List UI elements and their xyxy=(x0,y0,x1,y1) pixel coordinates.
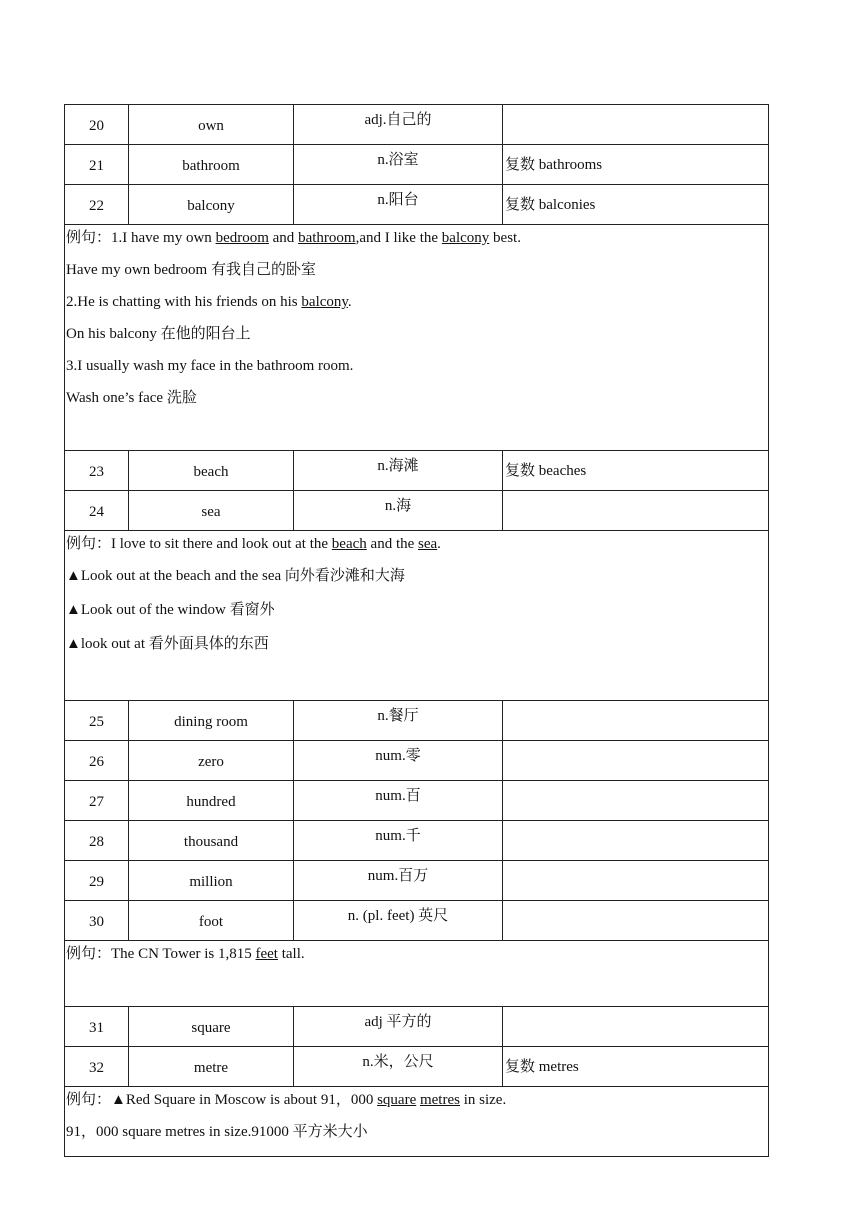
word-number: 32 xyxy=(65,1047,129,1087)
word-number: 25 xyxy=(65,701,129,741)
example-phrase: ▲Look out of the window 看窗外 xyxy=(66,602,275,618)
example-sentence xyxy=(66,531,768,563)
word-note xyxy=(503,491,769,531)
table-row xyxy=(65,105,769,145)
word: beach xyxy=(129,451,294,491)
example-sentence: 3.I usually wash my face in the bathroom room. xyxy=(66,358,354,374)
sentence-text: 例句：1.I have my own xyxy=(66,230,216,246)
sentence-text: best. xyxy=(489,230,521,246)
example-phrase: ▲Look out at the beach and the sea 向外看沙滩和大海 xyxy=(66,568,405,584)
table-row xyxy=(65,185,769,225)
word-note xyxy=(503,781,769,821)
table-row xyxy=(65,821,769,861)
example-block xyxy=(65,531,769,701)
underlined-word: beach xyxy=(331,536,367,552)
example-sentence xyxy=(66,225,768,257)
sentence-text: . xyxy=(347,294,352,310)
example-sentence xyxy=(66,1087,768,1119)
word: million xyxy=(129,861,294,901)
table-row xyxy=(65,145,769,185)
word: zero xyxy=(129,741,294,781)
underlined-word: bathroom xyxy=(298,230,356,246)
definition: n.海滩 xyxy=(294,451,503,491)
table-row xyxy=(65,451,769,491)
definition: num.零 xyxy=(294,741,503,781)
example-phrase: On his balcony 在他的阳台上 xyxy=(66,326,251,342)
example-phrase: Wash one’s face 洗脸 xyxy=(66,390,197,406)
vocabulary-table xyxy=(64,104,769,1157)
table-row xyxy=(65,901,769,941)
word-number: 24 xyxy=(65,491,129,531)
word-number: 20 xyxy=(65,105,129,145)
word-note xyxy=(503,1007,769,1047)
example-block xyxy=(65,941,769,1007)
definition: n.浴室 xyxy=(294,145,503,185)
word: thousand xyxy=(129,821,294,861)
word-number: 31 xyxy=(65,1007,129,1047)
word-note xyxy=(503,821,769,861)
definition: adj 平方的 xyxy=(294,1007,503,1047)
word-number: 23 xyxy=(65,451,129,491)
word-note: 复数 bathrooms xyxy=(503,145,769,185)
table-row xyxy=(65,861,769,901)
word-number: 29 xyxy=(65,861,129,901)
table-row xyxy=(65,1047,769,1087)
word: own xyxy=(129,105,294,145)
underlined-word: balcony xyxy=(301,294,348,310)
definition: num.千 xyxy=(294,821,503,861)
example-row xyxy=(65,1087,769,1157)
definition: n.海 xyxy=(294,491,503,531)
sentence-text: 例句：I love to sit there and look out at the xyxy=(66,536,332,552)
word: dining room xyxy=(129,701,294,741)
example-phrase: Have my own bedroom 有我自己的卧室 xyxy=(66,262,316,278)
word: foot xyxy=(129,901,294,941)
word-number: 22 xyxy=(65,185,129,225)
definition: n.米，公尺 xyxy=(294,1047,503,1087)
underlined-word: sea xyxy=(418,536,438,552)
definition: adj.自己的 xyxy=(294,105,503,145)
table-row xyxy=(65,491,769,531)
word-note: 复数 metres xyxy=(503,1047,769,1087)
sentence-text: 例句：The CN Tower is 1,815 xyxy=(66,946,256,962)
sentence-text: 例句：▲Red Square in Moscow is about 91，000 xyxy=(66,1092,378,1108)
example-phrase: 91，000 square metres in size.91000 平方米大小 xyxy=(66,1124,368,1140)
word: bathroom xyxy=(129,145,294,185)
word-number: 28 xyxy=(65,821,129,861)
example-block xyxy=(65,1087,769,1157)
sentence-text: tall. xyxy=(277,946,305,962)
word-number: 26 xyxy=(65,741,129,781)
underlined-word: metres xyxy=(419,1092,460,1108)
word: balcony xyxy=(129,185,294,225)
sentence-text: 2.He is chatting with his friends on his xyxy=(66,294,302,310)
definition: num.百万 xyxy=(294,861,503,901)
word-number: 30 xyxy=(65,901,129,941)
underlined-word: square xyxy=(377,1092,417,1108)
example-phrase: ▲look out at 看外面具体的东西 xyxy=(66,636,269,652)
definition: num.百 xyxy=(294,781,503,821)
word-number: 21 xyxy=(65,145,129,185)
example-sentence xyxy=(66,941,768,973)
sentence-text: in size. xyxy=(459,1092,507,1108)
sentence-text: and xyxy=(268,230,299,246)
word: square xyxy=(129,1007,294,1047)
example-row xyxy=(65,941,769,1007)
word-number: 27 xyxy=(65,781,129,821)
underlined-word: bedroom xyxy=(215,230,269,246)
definition: n.餐厅 xyxy=(294,701,503,741)
sentence-text: . xyxy=(437,536,441,552)
definition: n. (pl. feet) 英尺 xyxy=(294,901,503,941)
table-row xyxy=(65,741,769,781)
word-note: 复数 balconies xyxy=(503,185,769,225)
word: metre xyxy=(129,1047,294,1087)
sentence-text: ,and I like the xyxy=(355,230,442,246)
word: sea xyxy=(129,491,294,531)
word-note xyxy=(503,701,769,741)
word-note xyxy=(503,105,769,145)
sentence-text: and the xyxy=(366,536,419,552)
underlined-word: balcony xyxy=(441,230,490,246)
word-note: 复数 beaches xyxy=(503,451,769,491)
underlined-word: feet xyxy=(255,946,278,962)
example-row xyxy=(65,531,769,701)
example-sentence xyxy=(66,289,768,321)
definition: n.阳台 xyxy=(294,185,503,225)
word-note xyxy=(503,861,769,901)
word-note xyxy=(503,901,769,941)
example-row xyxy=(65,225,769,451)
table-row xyxy=(65,701,769,741)
word: hundred xyxy=(129,781,294,821)
word-note xyxy=(503,741,769,781)
example-block xyxy=(65,225,769,451)
vocabulary-page xyxy=(64,104,768,1157)
table-row xyxy=(65,1007,769,1047)
table-row xyxy=(65,781,769,821)
